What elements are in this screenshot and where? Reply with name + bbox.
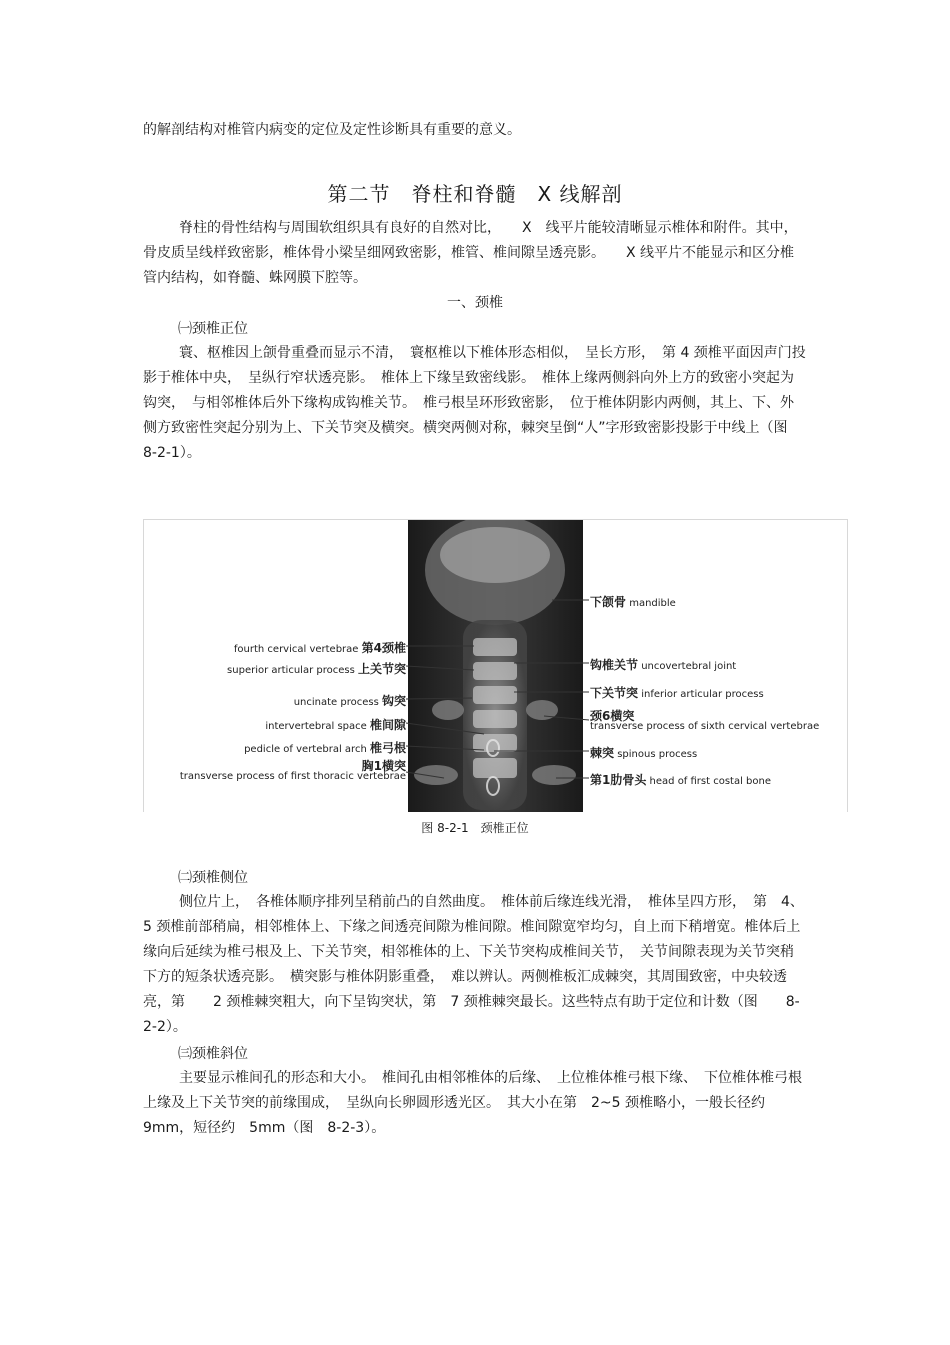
heading-cervical: 一、颈椎 <box>447 295 503 311</box>
subheading-lateral: ㈡颈椎侧位 <box>178 870 248 886</box>
label-intervertebral-space: intervertebral space 椎间隙 <box>265 718 406 732</box>
paragraph-4: 主要显示椎间孔的形态和大小。 椎间孔由相邻椎体的后缘、 上位椎体椎弓根下缘、 下位椎体椎弓根上缘及上下关节突的前缘围成， 呈纵向长卵圆形透光区。 其大小在第 2~5 颈椎略小，一般长径约 9mm，短径约 5mm（图 8-2-3）。 <box>143 1070 802 1136</box>
label-uncinate: uncinate process 钩突 <box>293 694 406 708</box>
subheading-ap: ㈠颈椎正位 <box>178 321 248 337</box>
label-spinous: 棘突 spinous process <box>590 746 698 760</box>
figure-caption: 图 8-2-1 颈椎正位 <box>421 821 529 835</box>
label-t1-transverse: 胸1横突 <box>361 759 406 773</box>
label-t1-transverse-en: transverse process of first thoracic vertebrae <box>179 771 406 782</box>
label-c6-transverse-en: transverse process of sixth cervical vertebrae <box>590 721 820 732</box>
label-pedicle: pedicle of vertebral arch 椎弓根 <box>244 741 406 755</box>
label-c6-transverse: 颈6横突 <box>590 709 635 723</box>
figure-cervical-ap <box>143 519 848 812</box>
paragraph-3: 侧位片上， 各椎体顺序排列呈稍前凸的自然曲度。 椎体前后缘连线光滑， 椎体呈四方形， 第 4、5 颈椎前部稍扁，相邻椎体上、下缘之间透亮间隙为椎间隙。椎间隙宽窄均匀，自上而下稍增宽。椎体后上缘向后延续为椎弓根及上、下关节突，相邻椎体的上、下关节突构成椎间关节， 关节间隙表现为关节突稍下方的短条状透亮影。 横突影与椎体阴影重叠， 难以辨认。两侧椎板汇成棘突，其周围致密，中央较透亮，第 2 颈椎棘突粗大，向下呈钩突状，第 7 颈椎棘突最长。这些特点有助于定位和计数（图 8-2-2）。 <box>143 894 804 1035</box>
paragraph-1: 脊柱的骨性结构与周围软组织具有良好的自然对比， X 线平片能较清晰显示椎体和附件。其中，骨皮质呈线样致密影，椎体骨小梁呈细网致密影，椎管、椎间隙呈透亮影。 X 线平片不能显示和区分椎管内结构，如脊髓、蛛网膜下腔等。 <box>143 220 798 286</box>
intro-line: 的解剖结构对椎管内病变的定位及定性诊断具有重要的意义。 <box>143 122 521 138</box>
label-first-costal: 第1肋骨头 head of first costal bone <box>590 773 772 787</box>
label-inferior-articular: 下关节突 inferior articular process <box>590 686 764 700</box>
label-superior-articular: superior articular process 上关节突 <box>227 662 406 676</box>
section-title: 第二节 脊柱和脊髓 X 线解剖 <box>327 182 623 206</box>
subheading-oblique: ㈢颈椎斜位 <box>178 1046 248 1062</box>
label-fourth-cervical: fourth cervical vertebrae 第4颈椎 <box>233 641 406 655</box>
label-uncovertebral-joint: 钩椎关节 uncovertebral joint <box>590 658 737 672</box>
paragraph-2: 寰、枢椎因上颌骨重叠而显示不清， 寰枢椎以下椎体形态相似， 呈长方形， 第 4 颈椎平面因声门投影于椎体中央， 呈纵行窄状透亮影。 椎体上下缘呈致密线影。 椎体上缘两侧斜向外上方的致密小突起为钩突， 与相邻椎体后外下缘构成钩椎关节。 椎弓根呈环形致密影， 位于椎体阴影内两侧，其上、下、外侧方致密性突起分别为上、下关节突及横突。横突两侧对称，棘突呈倒“人”字形致密影投影于中线上（图 8-2-1）。 <box>143 345 816 461</box>
label-mandible: 下颌骨 mandible <box>590 595 676 609</box>
